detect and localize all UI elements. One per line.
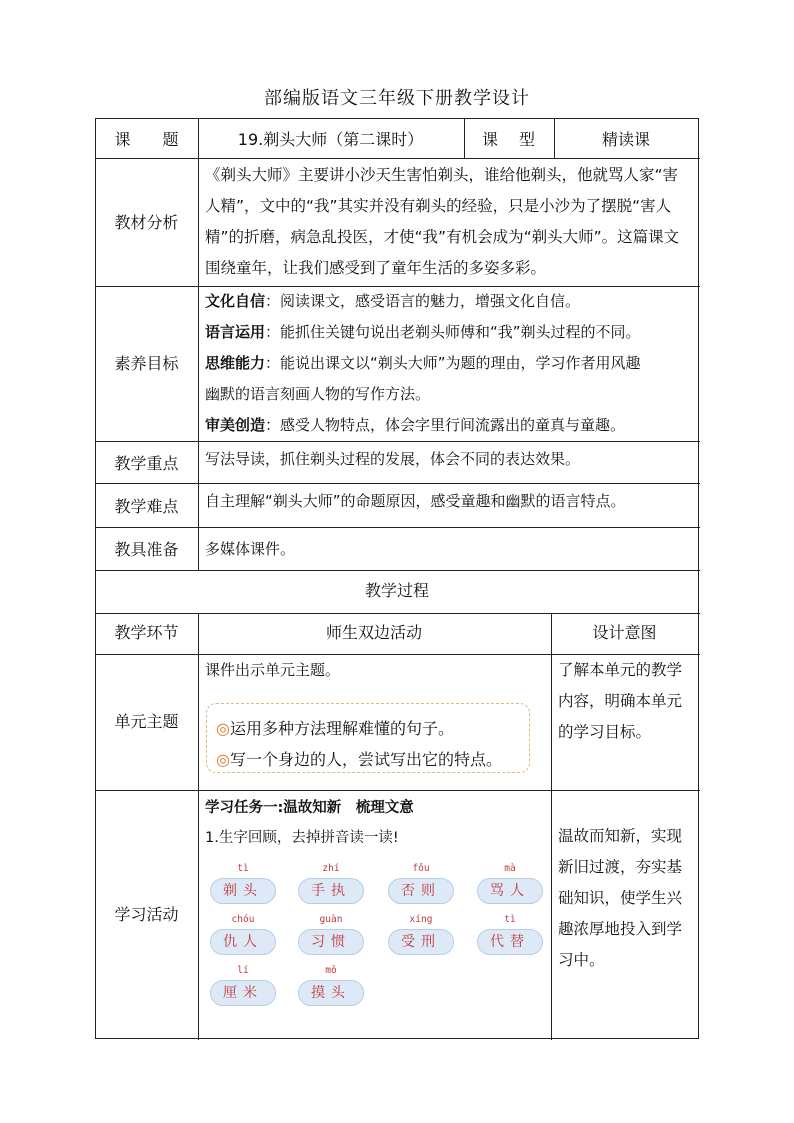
focus-text: 写法导读，抓住剃头过程的发展，体会不同的表达效果。 <box>205 450 581 468</box>
unit-stage: 单元主题 <box>114 712 179 731</box>
row-divider <box>96 790 700 791</box>
row-divider <box>96 441 700 442</box>
difficulty-label: 教学难点 <box>114 497 179 516</box>
type-value: 精读课 <box>601 130 650 149</box>
row-divider <box>96 483 700 484</box>
unit-theme-2: ◎写一个身边的人，尝试写出它的特点。 <box>216 750 502 769</box>
pinyin: zhí <box>322 863 340 874</box>
vocab-word: 骂人 <box>477 878 543 904</box>
row-divider <box>96 527 700 528</box>
vocab-word: 受刑 <box>388 929 454 955</box>
learn-intent: 温故而知新，实现 新旧过渡，夯实基 础知识，使学生兴 趣浓厚地投入到学 习中。 <box>558 827 683 969</box>
task-step: 1.生字回顾，去掉拼音读一读! <box>205 830 399 846</box>
course-value: 19.剃头大师（第二课时） <box>237 130 424 149</box>
row-divider <box>96 158 700 159</box>
vocab-word: 手执 <box>298 878 364 904</box>
page-title: 部编版语文三年级下册教学设计 <box>264 88 530 109</box>
col-divider <box>551 613 552 1040</box>
col-activity-header: 师生双边活动 <box>325 623 422 642</box>
pinyin: guàn <box>319 914 343 925</box>
course-label: 课 题 <box>114 130 179 149</box>
col-divider <box>198 613 199 1040</box>
pinyin: mà <box>504 863 516 874</box>
goal-item: 语言运用：能抓住关键句说出老剃头师傅和“我”剃头过程的不同。 <box>205 323 641 341</box>
analysis-label: 教材分析 <box>114 213 179 232</box>
process-title: 教学过程 <box>364 581 429 600</box>
pinyin: xíng <box>409 914 433 925</box>
unit-theme-1: ◎运用多种方法理解难懂的句子。 <box>216 719 454 738</box>
vocab-word: 习惯 <box>298 929 364 955</box>
vocab-word: 否则 <box>388 878 454 904</box>
focus-label: 教学重点 <box>114 454 179 473</box>
learn-stage: 学习活动 <box>114 905 179 924</box>
pinyin: mō <box>325 965 337 976</box>
vocab-word: 代替 <box>477 929 543 955</box>
row-divider <box>96 570 700 571</box>
row-divider <box>96 613 700 614</box>
pinyin: fǒu <box>412 863 430 874</box>
goal-item: 文化自信：阅读课文，感受语言的魅力，增强文化自信。 <box>205 292 581 310</box>
unit-intro: 课件出示单元主题。 <box>205 661 341 679</box>
pinyin: tì <box>504 914 516 925</box>
tools-label: 教具准备 <box>114 540 179 559</box>
tools-text: 多媒体课件。 <box>205 540 296 558</box>
pinyin: lí <box>237 965 249 976</box>
difficulty-text: 自主理解“剃头大师”的命题原因，感受童趣和幽默的语言特点。 <box>205 492 626 510</box>
vocab-word: 摸头 <box>298 980 364 1006</box>
goal-item: 审美创造：感受人物特点，体会字里行间流露出的童真与童趣。 <box>205 416 626 434</box>
analysis-text: 《剃头大师》主要讲小沙天生害怕剃头，谁给他剃头，他就骂人家“害人精”，文中的“我”其实并没有剃头的经验，只是小沙为了摆脱“害人精”的折磨，病急乱投医，才使“我”有机会成为“剃头大师”。这篇课文围绕童年，让我们感受到了童年生活的多姿多彩。 <box>205 166 680 277</box>
vocab-word: 剃头 <box>210 878 276 904</box>
col-divider <box>198 119 199 570</box>
goal-item: 幽默的语言刻画人物的写作方法。 <box>205 385 431 403</box>
type-label: 课 型 <box>481 130 536 149</box>
pinyin: chóu <box>231 914 255 925</box>
col-intent-header: 设计意图 <box>592 623 657 642</box>
pinyin: tì <box>237 863 249 874</box>
goal-item: 思维能力：能说出课文以“剃头大师”为题的理由，学习作者用风趣 <box>205 354 641 372</box>
unit-intent: 了解本单元的教学 内容，明确本单元 的学习目标。 <box>558 661 683 741</box>
task-title: 学习任务一:温故知新 梳理文意 <box>205 800 414 816</box>
vocab-word: 厘米 <box>210 980 276 1006</box>
goals-label: 素养目标 <box>114 354 179 373</box>
vocab-word: 仇人 <box>210 929 276 955</box>
col-stage-header: 教学环节 <box>114 623 179 642</box>
